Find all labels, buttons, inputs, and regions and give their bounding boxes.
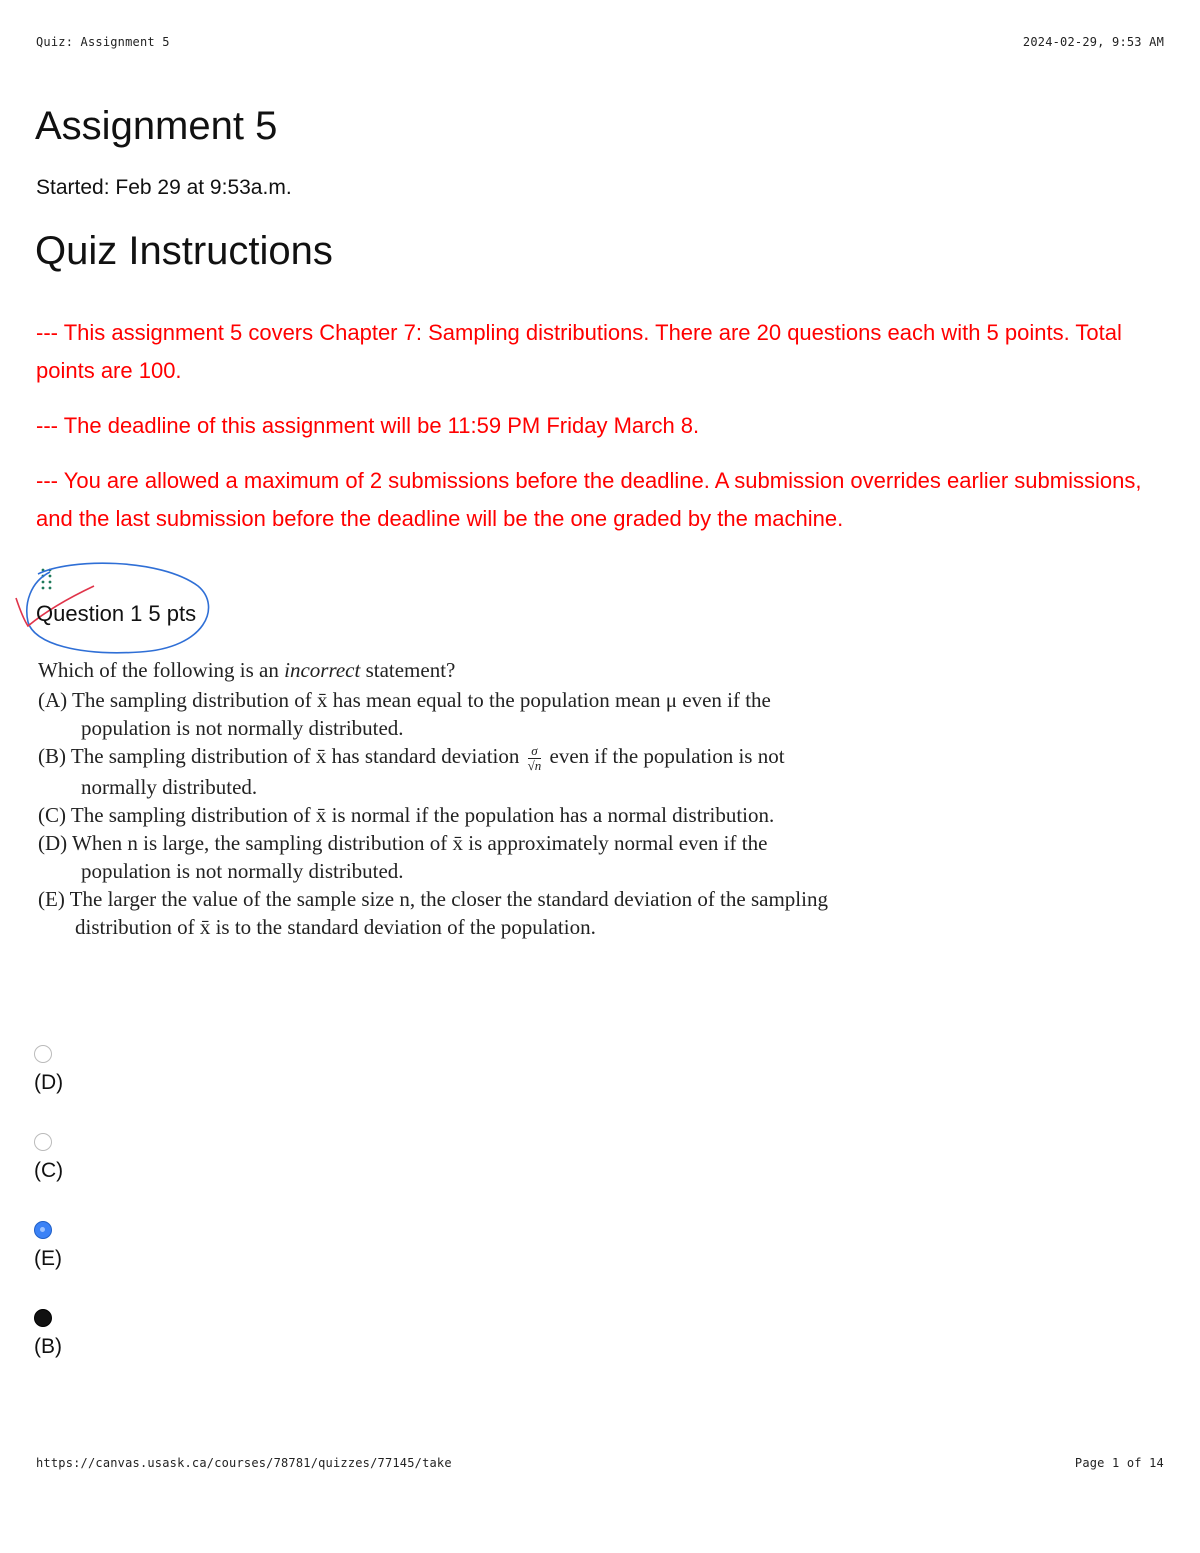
answer-label: (D): [34, 1071, 64, 1094]
instructions-heading: Quiz Instructions: [35, 229, 333, 273]
radio-button[interactable]: [34, 1045, 52, 1063]
radio-button[interactable]: [34, 1133, 52, 1151]
radio-button-marked[interactable]: [34, 1309, 52, 1327]
option-a-line: (A) The sampling distribution of x̄ has mean equal to the population mean μ even if the: [38, 688, 771, 712]
instruction-line: --- This assignment 5 covers Chapter 7: Sampling distributions. There are 20 questions each with 5 points. Total points are 100.: [36, 320, 1122, 383]
drag-handle-icon[interactable]: [40, 567, 54, 591]
print-header-timestamp: 2024-02-29, 9:53 AM: [1022, 35, 1164, 49]
answer-choice-d[interactable]: [34, 1045, 63, 1095]
answer-label: (B): [34, 1335, 62, 1358]
option-d-line: population is not normally distributed.: [81, 858, 404, 883]
stem-text: Which of the following is an: [38, 658, 285, 682]
instruction-line: --- You are allowed a maximum of 2 submissions before the deadline. A submission overrides earlier submissions, and the last submission before the deadline will be the one graded by the machine.: [36, 468, 1142, 531]
option-b-line: normally distributed.: [81, 774, 258, 799]
option-d-line: (D) When n is large, the sampling distribution of x̄ is approximately normal even if the: [38, 830, 768, 855]
answer-choice-b[interactable]: [34, 1309, 62, 1359]
print-footer-url: https://canvas.usask.ca/courses/78781/quizzes/77145/take: [36, 1456, 452, 1470]
option-c-line: (C) The sampling distribution of x̄ is normal if the population has a normal distribution.: [38, 802, 775, 827]
option-b-text: (B) The sampling distribution of x̄ has standard deviation: [38, 744, 520, 768]
stem-emphasis: incorrect: [284, 658, 361, 682]
option-e-line: (E) The larger the value of the sample size n, the closer the standard deviation of the sampling: [38, 886, 828, 911]
quiz-started-time: Started: Feb 29 at 9:53a.m.: [36, 176, 292, 199]
fraction-numerator: σ: [528, 744, 542, 759]
question-header: [36, 601, 196, 627]
question-points: 5 pts: [148, 601, 197, 626]
sigma-over-root-n-fraction: [528, 744, 542, 773]
fraction-denominator: √n: [527, 757, 542, 773]
print-footer-page-number: Page 1 of 14: [1074, 1456, 1164, 1470]
answer-label: (C): [34, 1159, 64, 1182]
quiz-instructions: [36, 314, 1166, 555]
question-body: [38, 656, 998, 941]
option-a-line: population is not normally distributed.: [81, 716, 404, 740]
option-b-text: even if the population is not: [549, 744, 785, 768]
instruction-line: --- The deadline of this assignment will be 11:59 PM Friday March 8.: [36, 413, 700, 438]
page-title: Assignment 5: [35, 104, 278, 148]
radio-button-selected[interactable]: [34, 1221, 52, 1239]
option-b-line: [38, 742, 998, 773]
stem-text: statement?: [360, 658, 456, 682]
print-header-title: Quiz: Assignment 5: [36, 35, 170, 49]
question-number: Question 1: [36, 601, 143, 626]
question-stem: [38, 656, 998, 684]
option-e-line: distribution of x̄ is to the standard deviation of the population.: [75, 914, 596, 939]
answer-choice-e[interactable]: [34, 1221, 62, 1271]
answer-label: (E): [34, 1247, 62, 1270]
answer-choice-c[interactable]: [34, 1133, 63, 1183]
